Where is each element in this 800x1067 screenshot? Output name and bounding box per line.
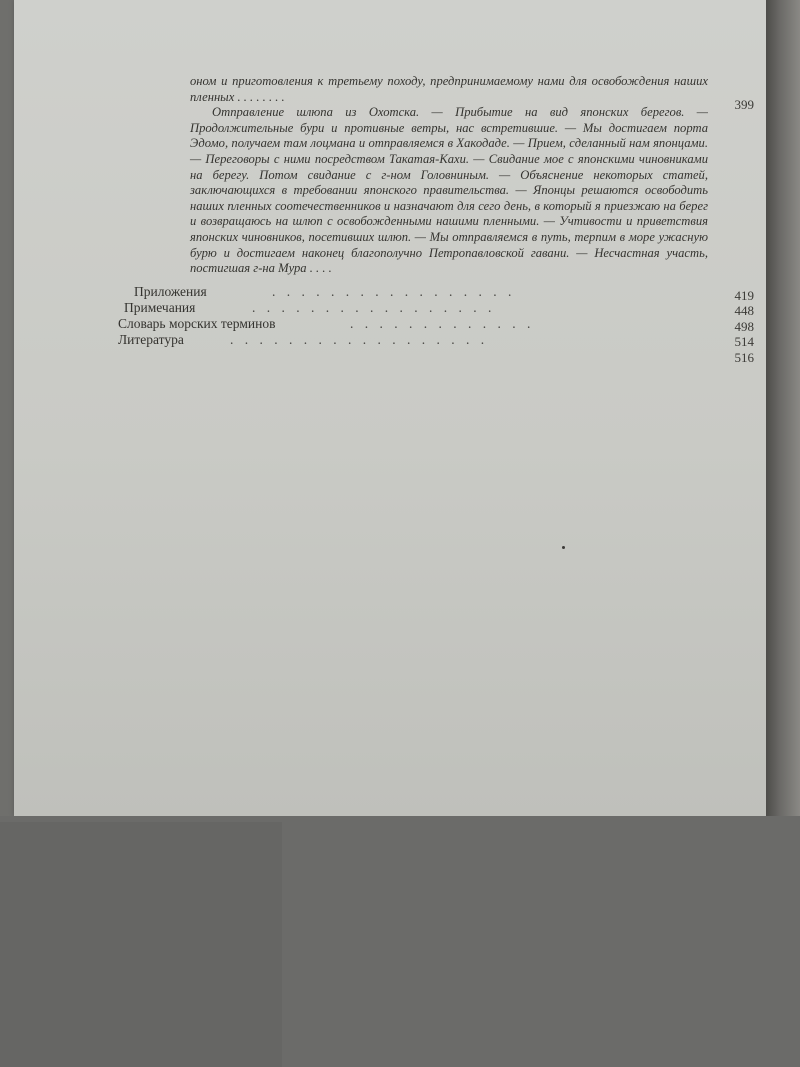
toc-leader-dots: . . . . . . . . . . . . . . . . . . [230, 332, 489, 347]
summary-paragraph-1: оном и приготовления к третьему походу, предпринимаемому нами для освобождения наших пленных . . . . . . . . [190, 74, 708, 104]
toc-leader-dots: . . . . . . . . . . . . . . . . . [272, 284, 516, 299]
chapter-summary [190, 74, 708, 277]
toc-row-label: Литература [118, 332, 184, 347]
print-speck [562, 546, 565, 549]
toc-leader-dots: . . . . . . . . . . . . . [350, 316, 535, 331]
background-surface-shadow [0, 822, 282, 1067]
page-number: 399 [734, 97, 754, 112]
toc-row-notes [14, 300, 766, 316]
page-number: 498 [734, 319, 754, 334]
toc-row-label: Примечания [124, 300, 196, 315]
toc-row-label: Приложения [134, 284, 207, 299]
toc-row-label: Словарь морских терминов [118, 316, 276, 331]
summary-paragraph-2: Отправление шлюпа из Охотска. — Прибытие на вид японских берегов. — Продолжительные бури и противные ветры, нас встретившие. — Мы достигаем порта Эдомо, получаем там лоцмана и отправляемся в Хакодаде. — Прием, сделанный нам японцами. — Переговоры с ними посредством Такатая-Кахи. — Свидание мое с японскими чиновниками на берегу. Потом свидание с г-ном Головниным. — Объяснение некоторых статей, заключающихся в требовании японского правительства. — Японцы решаются освободить наших пленных соотечественников и назначают для сего день, в который я приезжаю на берег и возвращаюсь на шлюп с освобожденными нашими пленными. — Учтивости и приветствия японских чиновников, посетивших шлюп. — Мы отправляемся в путь, терпим в море ужасную бурю и достигаем наконец благополучно Петропавловской гавани. — Несчастная участь, постигшая г-на Мура . . . . [190, 105, 708, 276]
toc-leader-dots: . . . . . . . . . . . . . . . . . [252, 300, 496, 315]
toc-row-literature [14, 332, 766, 348]
page-number: 514 [734, 334, 754, 349]
toc-row-glossary [14, 316, 766, 332]
page-number: 516 [734, 350, 754, 365]
book-page [14, 0, 766, 816]
page-number: 448 [734, 303, 754, 318]
book-spine-edge [766, 0, 800, 816]
page-number: 419 [734, 288, 754, 303]
toc-row-appendices [14, 284, 766, 300]
table-of-contents [14, 0, 766, 400]
